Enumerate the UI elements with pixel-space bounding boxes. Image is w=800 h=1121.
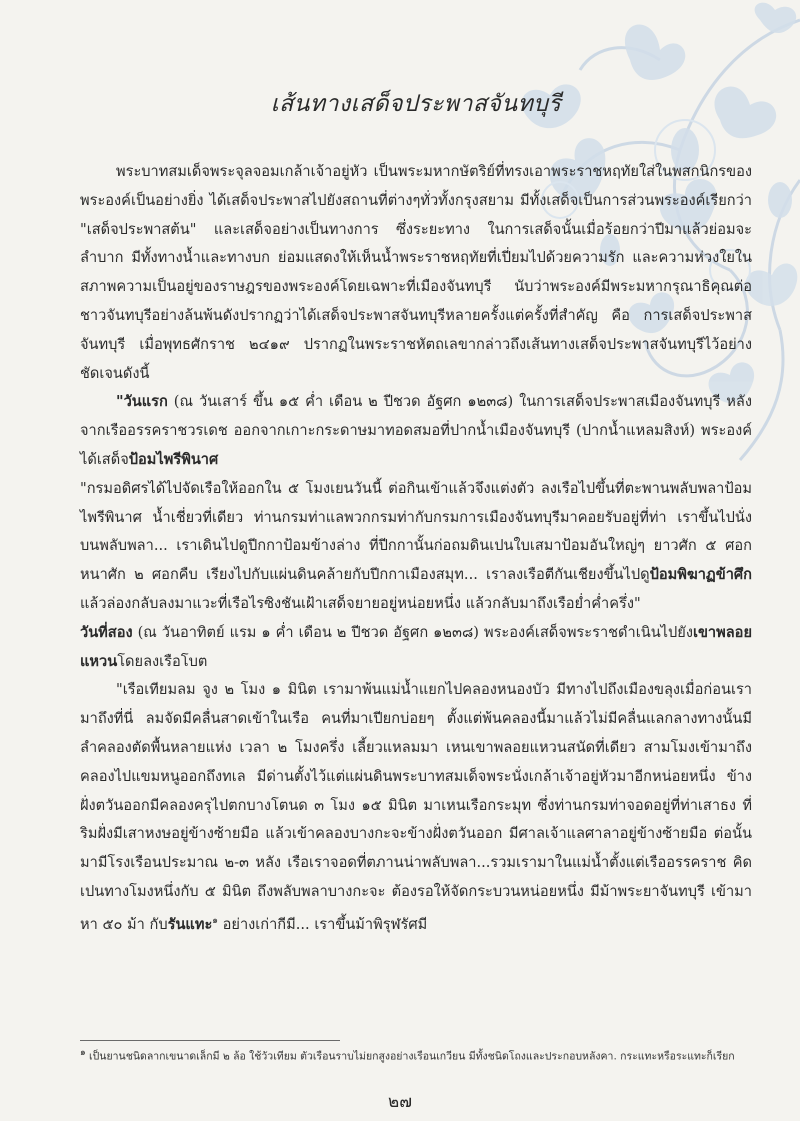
day-two-end: โดยลงเรือโบต [117, 652, 208, 670]
day-one-heading: "วันแรก [116, 393, 168, 411]
paragraph-intro [80, 158, 752, 388]
page-title: เส้นทางเสด็จประพาสจันทบุรี [270, 91, 562, 117]
footnote-text: เป็นยานชนิดลากเขนาดเล็กมี ๒ ล้อ ใช้วัวเทียม ตัวเรือนราบไม่ยกสูงอย่างเรือนเกวียน มีทั้งชนิดโถงและประกอบหลังคา. กระแทะหรือระแทะก็เรียก [85, 1050, 735, 1063]
fort-name-2: ป้อมพิฆาฏข้าศึก [649, 566, 752, 584]
footnote-divider [80, 1040, 340, 1041]
paragraph-day-two [80, 619, 752, 677]
day-two-text: (ณ วันอาทิตย์ แรม ๑ ค่ำ เดือน ๒ ปีชวด อัฐศก ๑๒๓๘) พระองค์เสด็จพระราชดำเนินไปยัง [132, 623, 693, 641]
day-two-heading: วันที่สอง [80, 623, 133, 641]
cart-term: รันแทะ [167, 915, 213, 933]
paragraph-day-one [80, 388, 752, 474]
body-text [80, 158, 752, 939]
quote-one-end: แล้วล่องกลับลงมาแวะที่เรือไรซิงชันเฝ้าเสด็จยายอยู่หน่อยหนึ่ง แล้วกลับมาถึงเรือย่ำค่ำครึ่ง" [80, 594, 641, 612]
paragraph-quote-two [80, 676, 752, 939]
quote-two-text: "เรือเทียมลม จูง ๒ โมง ๑ มินิต เรามาพ้นแม่น้ำแยกไปคลองหนองบัว มีทางไปถึงเมืองขลุงเมื่อก่อนเรามาถึงที่นี่ ลมจัดมีคลื่นสาดเข้าในเรือ คนที่มาเปียกบ่อยๆ ตั้งแต่พ้นคลองนี้มาแล้วไม่มีคลื่นแลกลางทางนั้นมีลำคลองตัดพื้นหลายแห่ง เวลา ๒ โมงครึ่ง เลี้ยวแหลมมา เหนเขาพลอยแหวนสนัดที่เดียว สามโมงเข้ามาถึงคลองไปแขมหนูออกถึงทเล มีด่านตั้งไว้แต่แผ่นดินพระบาทสมเด็จพระนั่งเกล้าเจ้าอยู่หัวมาอีกหน่อยหนึ่ง ข้างฝั่งตวันออกมีคลองครุไปตกบางโตนด ๓ โมง ๑๕ มินิต มาเหนเรือกระมุท ซึ่งท่านกรมท่าจอดอยู่ที่ท่าเสาธง ที่ริมฝั่งมีเสาหงษอยู่ข้างซ้ายมือ แล้วเข้าคลองบางกะจะข้างฝั่งตวันออก มีศาลเจ้าแลศาลาอยู่ข้างซ้ายมือ ต่อนั้นมามีโรงเรือนประมาณ ๒-๓ หลัง เรือเราจอดที่ตภานน่าพลับพลา...รวมเรามาในแม่น้ำตั้งแต่เรืออรรคราช คิดเปนทางโมงหนึ่งกับ ๕ มินิต ถึงพลับพลาบางกะจะ ต้องรอให้จัดกระบวนหน่อยหนึ่ง มีม้าพระยาจันทบุรี เข้ามาหา ๕๐ ม้า กับ [80, 681, 752, 933]
quote-one-text: "กรมอดิศรได้ไปจัดเรือให้ออกใน ๕ โมงเยนวันนี้ ต่อกินเข้าแล้วจึงแต่งตัว ลงเรือไปขึ้นที่ตะพานพลับพลาป้อมไพรีพินาศ น้ำเชี่ยวที่เดียว ท่านกรมท่าแลพวกกรมท่ากับกรมการเมืองจันทบุรีมาคอยรับอยู่ที่ท่า เราขึ้นไปนั่งบนพลับพลา... เราเดินไปดูปีกกาป้อมข้างล่าง ที่ปีกกานั้นก่อถมดินเปนใบเสมาป้อมอันใหญ่ๆ ยาวศัก ๕ ศอก หนาศัก ๒ ศอกคืบ เรียงไปกับแผ่นดินคล้ายกับปีกกาเมืองสมุท... เราลงเรือตีกันเชียงขึ้นไปดู [80, 479, 752, 584]
quote-two-end: อย่างเก่ากีมี... เราขึ้นม้าพิรุฬรัศมี [218, 915, 428, 933]
page-number: ๒๗ [388, 1092, 412, 1112]
footnote [80, 1046, 752, 1064]
footnote-reference: ๑ [212, 915, 219, 926]
footnote-mark: ๑ [80, 1048, 86, 1058]
day-one-text: (ณ วันเสาร์ ขึ้น ๑๕ ค่ำ เดือน ๒ ปีชวด อัฐศก ๑๒๓๘) ในการเสด็จประพาสเมืองจันทบุรี หลังจากเรืออรรคราชวรเดช ออกจากเกาะกระดาษมาทอดสมอที่ปากน้ำเมืองจันทบุรี (ปากน้ำแหลมสิงห์) พระองค์ได้เสด็จ [80, 393, 752, 468]
paragraph-intro-text: พระบาทสมเด็จพระจุลจอมเกล้าเจ้าอยู่หัว เป็นพระมหากษัตริย์ที่ทรงเอาพระราชหฤทัยใส่ในพสกนิกรของพระองค์เป็นอย่างยิ่ง ได้เสด็จประพาสไปยังสถานที่ต่างๆทั่วทั้งกรุงสยาม มีทั้งเสด็จเป็นการส่วนพระองค์เรียกว่า "เสด็จประพาสต้น" และเสด็จอย่างเป็นทางการ ซึ่งระยะทาง ในการเสด็จนั้นเมื่อร้อยกว่าปีมาแล้วย่อมจะลำบาก มีทั้งทางน้ำและทางบก ย่อมแสดงให้เห็นน้ำพระราชหฤทัยที่เปี่ยมไปด้วยความรัก และความห่วงใยใน สภาพความเป็นอยู่ของราษฎรของพระองค์โดยเฉพาะที่เมืองจันทบุรี นับว่าพระองค์มีพระมหากรุณาธิคุณต่อชาวจันทบุรีอย่างล้นพ้นดังปรากฏว่าได้เสด็จประพาสจันทบุรีหลายครั้งแต่ครั้งที่สำคัญ คือ การเสด็จประพาสจันทบุรี เมื่อพุทธศักราช ๒๔๑๙ ปรากฏในพระราชหัตถเลขากล่าวถึงเส้นทางเสด็จประพาสจันทบุรีไว้อย่างชัดเจนดังนี้ [80, 163, 752, 382]
fort-name-1: ป้อมไพรีพินาศ [128, 450, 219, 468]
paragraph-quote-one [80, 475, 752, 619]
mountain-name: เขาพลอยแหวน [80, 623, 752, 670]
